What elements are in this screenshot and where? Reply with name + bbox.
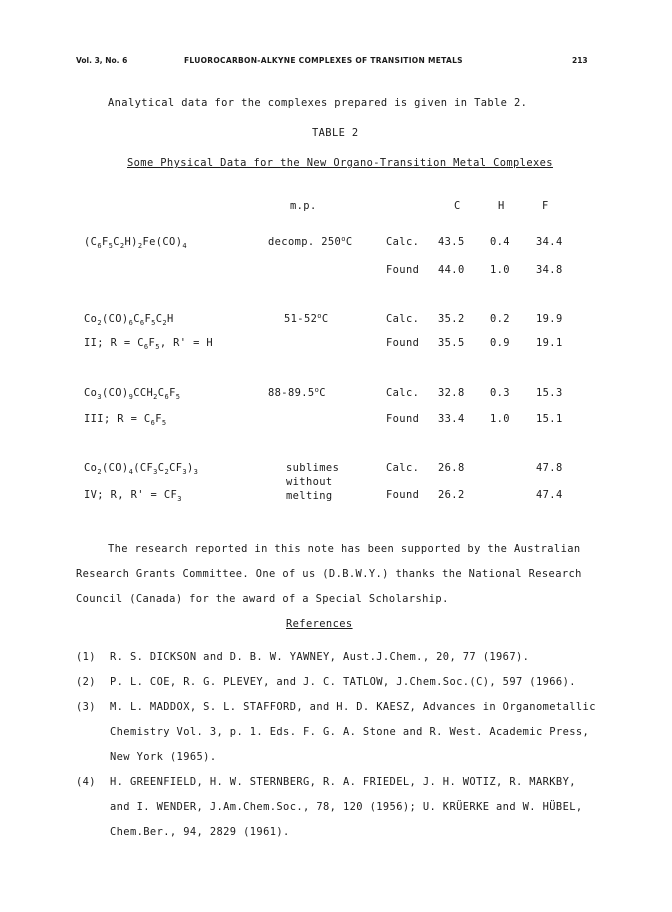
compound-label: II; $R = C_6F_5$, R' = H	[84, 337, 214, 351]
running-header-title: FLUOROCARBON-ALKYNE COMPLEXES OF TRANSITION METALS	[184, 56, 463, 65]
table-caption: Some Physical Data for the New Organo-Transition Metal Complexes	[127, 157, 553, 169]
found-label: Found	[386, 489, 420, 501]
compound-label: IV; R, $R' = CF_3$	[84, 489, 182, 503]
reference-number: (2)	[76, 676, 96, 688]
melting-point: 51-52$^o$C	[284, 312, 329, 325]
compound-label-text: IV; R, R' = CF	[84, 489, 178, 501]
calc-h: 0.4	[490, 236, 510, 248]
reference-number: (1)	[76, 651, 96, 663]
calc-label: Calc.	[386, 313, 420, 325]
compound-label-suffix: , R' = H	[159, 337, 214, 349]
calc-label: Calc.	[386, 236, 420, 248]
reference-text: New York (1965).	[110, 751, 217, 763]
acknowledgement-line: Research Grants Committee. One of us (D.B.W.Y.) thanks the National Research	[76, 568, 582, 580]
found-f: 19.1	[536, 337, 563, 349]
reference-text: Chemistry Vol. 3, p. 1. Eds. F. G. A. Stone and R. West. Academic Press,	[110, 726, 590, 738]
calc-c: 26.8	[438, 462, 465, 474]
acknowledgement-line: Council (Canada) for the award of a Special Scholarship.	[76, 593, 449, 605]
melting-point-value: decomp. 250	[268, 236, 342, 248]
found-f: 15.1	[536, 413, 563, 425]
calc-f: 47.8	[536, 462, 563, 474]
found-h: 0.9	[490, 337, 510, 349]
references-heading: References	[286, 618, 353, 630]
calc-label: Calc.	[386, 462, 420, 474]
reference-text: H. GREENFIELD, H. W. STERNBERG, R. A. FRIEDEL, J. H. WOTIZ, R. MARKBY,	[110, 776, 576, 788]
acknowledgement-line: The research reported in this note has been supported by the Australian	[108, 543, 581, 555]
compound-formula: $Co_3(CO)_9CCH_2C_6F_5$	[84, 387, 181, 401]
found-h: 1.0	[490, 264, 510, 276]
melting-point-value: 51-52	[284, 313, 318, 325]
found-label: Found	[386, 413, 420, 425]
calc-f: 34.4	[536, 236, 563, 248]
reference-text: R. S. DICKSON and D. B. W. YAWNEY, Aust.J.Chem., 20, 77 (1967).	[110, 651, 530, 663]
calc-c: 35.2	[438, 313, 465, 325]
found-h: 1.0	[490, 413, 510, 425]
calc-f: 15.3	[536, 387, 563, 399]
calc-h: 0.3	[490, 387, 510, 399]
reference-text: Chem.Ber., 94, 2829 (1961).	[110, 826, 290, 838]
found-label: Found	[386, 337, 420, 349]
melting-point-line: melting	[286, 490, 333, 502]
melting-point: decomp. 250$^o$C	[268, 235, 353, 248]
found-c: 35.5	[438, 337, 465, 349]
calc-c: 43.5	[438, 236, 465, 248]
melting-point-value: 88-89.5	[268, 387, 315, 399]
reference-number: (4)	[76, 776, 96, 788]
found-f: 34.8	[536, 264, 563, 276]
compound-formula: $(C_6F_5C_2H)_2Fe(CO)_4$	[84, 236, 187, 250]
page-number: 213	[572, 56, 588, 65]
melting-point: 88-89.5$^o$C	[268, 386, 326, 399]
found-f: 47.4	[536, 489, 563, 501]
compound-formula: $Co_2(CO)_6C_6F_5C_2H$	[84, 313, 174, 327]
reference-number: (3)	[76, 701, 96, 713]
compound-label-text: III; R = C	[84, 413, 151, 425]
column-header-c: C	[454, 200, 461, 212]
compound-formula: $Co_2(CO)_4(CF_3C_2CF_3)_3$	[84, 462, 199, 476]
reference-text: and I. WENDER, J.Am.Chem.Soc., 78, 120 (1956); U. KRÜERKE and W. HÜBEL,	[110, 801, 583, 813]
calc-h: 0.2	[490, 313, 510, 325]
compound-label-text: II; R = C	[84, 337, 144, 349]
calc-label: Calc.	[386, 387, 420, 399]
melting-point-line: without	[286, 476, 333, 488]
reference-text: M. L. MADDOX, S. L. STAFFORD, and H. D. KAESZ, Advances in Organometallic	[110, 701, 596, 713]
column-header-f: F	[542, 200, 549, 212]
calc-f: 19.9	[536, 313, 563, 325]
running-header-volume: Vol. 3, No. 6	[76, 56, 128, 65]
reference-text: P. L. COE, R. G. PLEVEY, and J. C. TATLOW, J.Chem.Soc.(C), 597 (1966).	[110, 676, 576, 688]
melting-point-line: sublimes	[286, 462, 340, 474]
table-label: TABLE 2	[312, 127, 359, 139]
compound-label: III; $R = C_6F_5$	[84, 413, 167, 427]
found-c: 33.4	[438, 413, 465, 425]
calc-c: 32.8	[438, 387, 465, 399]
intro-sentence: Analytical data for the complexes prepared is given in Table 2.	[108, 97, 528, 109]
column-header-h: H	[498, 200, 505, 212]
found-label: Found	[386, 264, 420, 276]
found-c: 26.2	[438, 489, 465, 501]
column-header-mp: m.p.	[290, 200, 317, 212]
found-c: 44.0	[438, 264, 465, 276]
